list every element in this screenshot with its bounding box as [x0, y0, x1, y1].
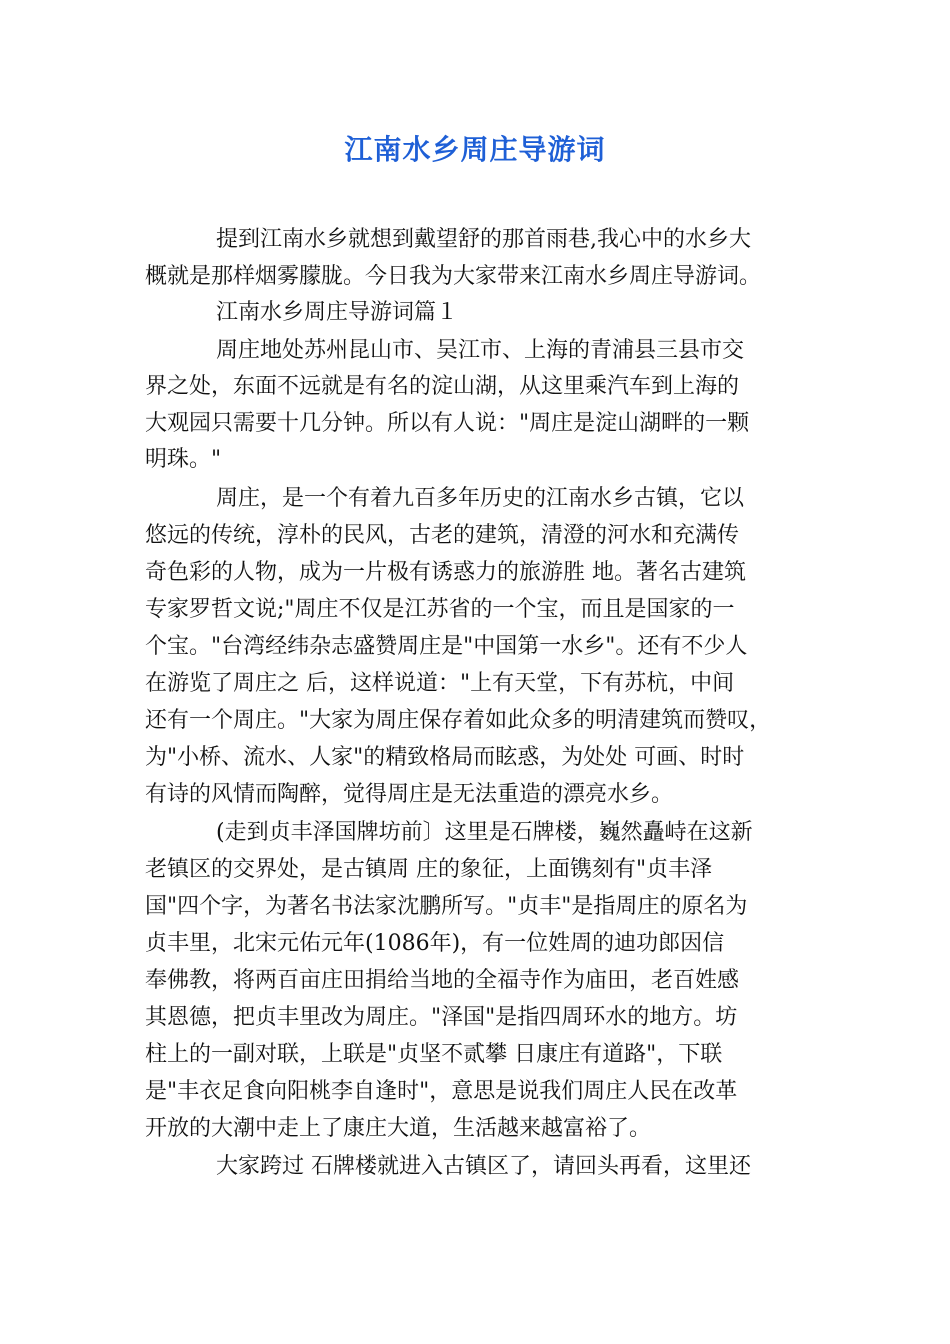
text-line: 个宝。"台湾经纬杂志盛赞周庄是"中国第一水乡"。还有不少人 — [145, 634, 748, 659]
text-line: 柱上的一副对联，上联是"贞坚不贰攀 日康庄有道路"，下联 — [145, 1042, 723, 1067]
text-line: 在游览了周庄之 后，这样说道："上有天堂，下有苏杭，中间 — [145, 671, 735, 696]
text-line: 有诗的风情而陶醉，觉得周庄是无法重造的漂亮水乡。 — [145, 782, 674, 807]
text-line: (走到贞丰泽国牌坊前〕这里是石牌楼，巍然矗峙在这新 — [216, 820, 753, 845]
text-line: 提到江南水乡就想到戴望舒的那首雨巷,我心中的水乡大 — [216, 227, 751, 252]
text-line: 为"小桥、流水、人家"的精致格局而眩惑，为处处 可画、时时 — [145, 745, 745, 770]
text-line: 国"四个字，为著名书法家沈鹏所写。"贞丰"是指周庄的原名为 — [145, 894, 748, 919]
text-line: 是"丰衣足食向阳桃李自逢时"，意思是说我们周庄人民在改革 — [145, 1079, 738, 1104]
section-heading: 江南水乡周庄导游词篇１ — [216, 300, 459, 325]
text-line: 大家跨过 石牌楼就进入古镇区了，请回头再看，这里还 — [216, 1154, 751, 1179]
text-line: 贞丰里，北宋元佑元年(1086年)，有一位姓周的迪功郎因信 — [145, 931, 725, 956]
text-line: 还有一个周庄。"大家为周庄保存着如此众多的明清建筑而赞叹， — [145, 708, 772, 733]
text-line: 界之处，东面不远就是有名的淀山湖，从这里乘汽车到上海的 — [145, 374, 740, 399]
text-line: 奉佛教，将两百亩庄田捐给当地的全福寺作为庙田，老百姓感 — [145, 968, 740, 993]
document-title: 江南水乡周庄导游词 — [344, 133, 606, 166]
text-line: 大观园只需要十几分钟。所以有人说："周庄是淀山湖畔的一颗 — [145, 411, 750, 436]
text-line: 明珠。" — [145, 447, 222, 472]
text-line: 开放的大潮中走上了康庄大道，生活越来越富裕了。 — [145, 1116, 652, 1141]
text-line: 老镇区的交界处，是古镇周 庄的象征，上面镌刻有"贞丰泽 — [145, 857, 713, 882]
text-line: 悠远的传统，淳朴的民风，古老的建筑，清澄的河水和充满传 — [145, 523, 740, 548]
text-line: 专家罗哲文说;"周庄不仅是江苏省的一个宝，而且是国家的一 — [145, 597, 735, 622]
text-line: 其恩德，把贞丰里改为周庄。"泽国"是指四周环水的地方。坊 — [145, 1005, 738, 1030]
text-line: 奇色彩的人物，成为一片极有诱惑力的旅游胜 地。著名古建筑 — [145, 560, 746, 585]
text-line: 概就是那样烟雾朦胧。今日我为大家带来江南水乡周庄导游词。 — [145, 264, 762, 289]
text-line: 周庄地处苏州昆山市、吴江市、上海的青浦县三县市交 — [216, 338, 745, 363]
text-line: 周庄，是一个有着九百多年历史的江南水乡古镇，它以 — [216, 486, 745, 511]
